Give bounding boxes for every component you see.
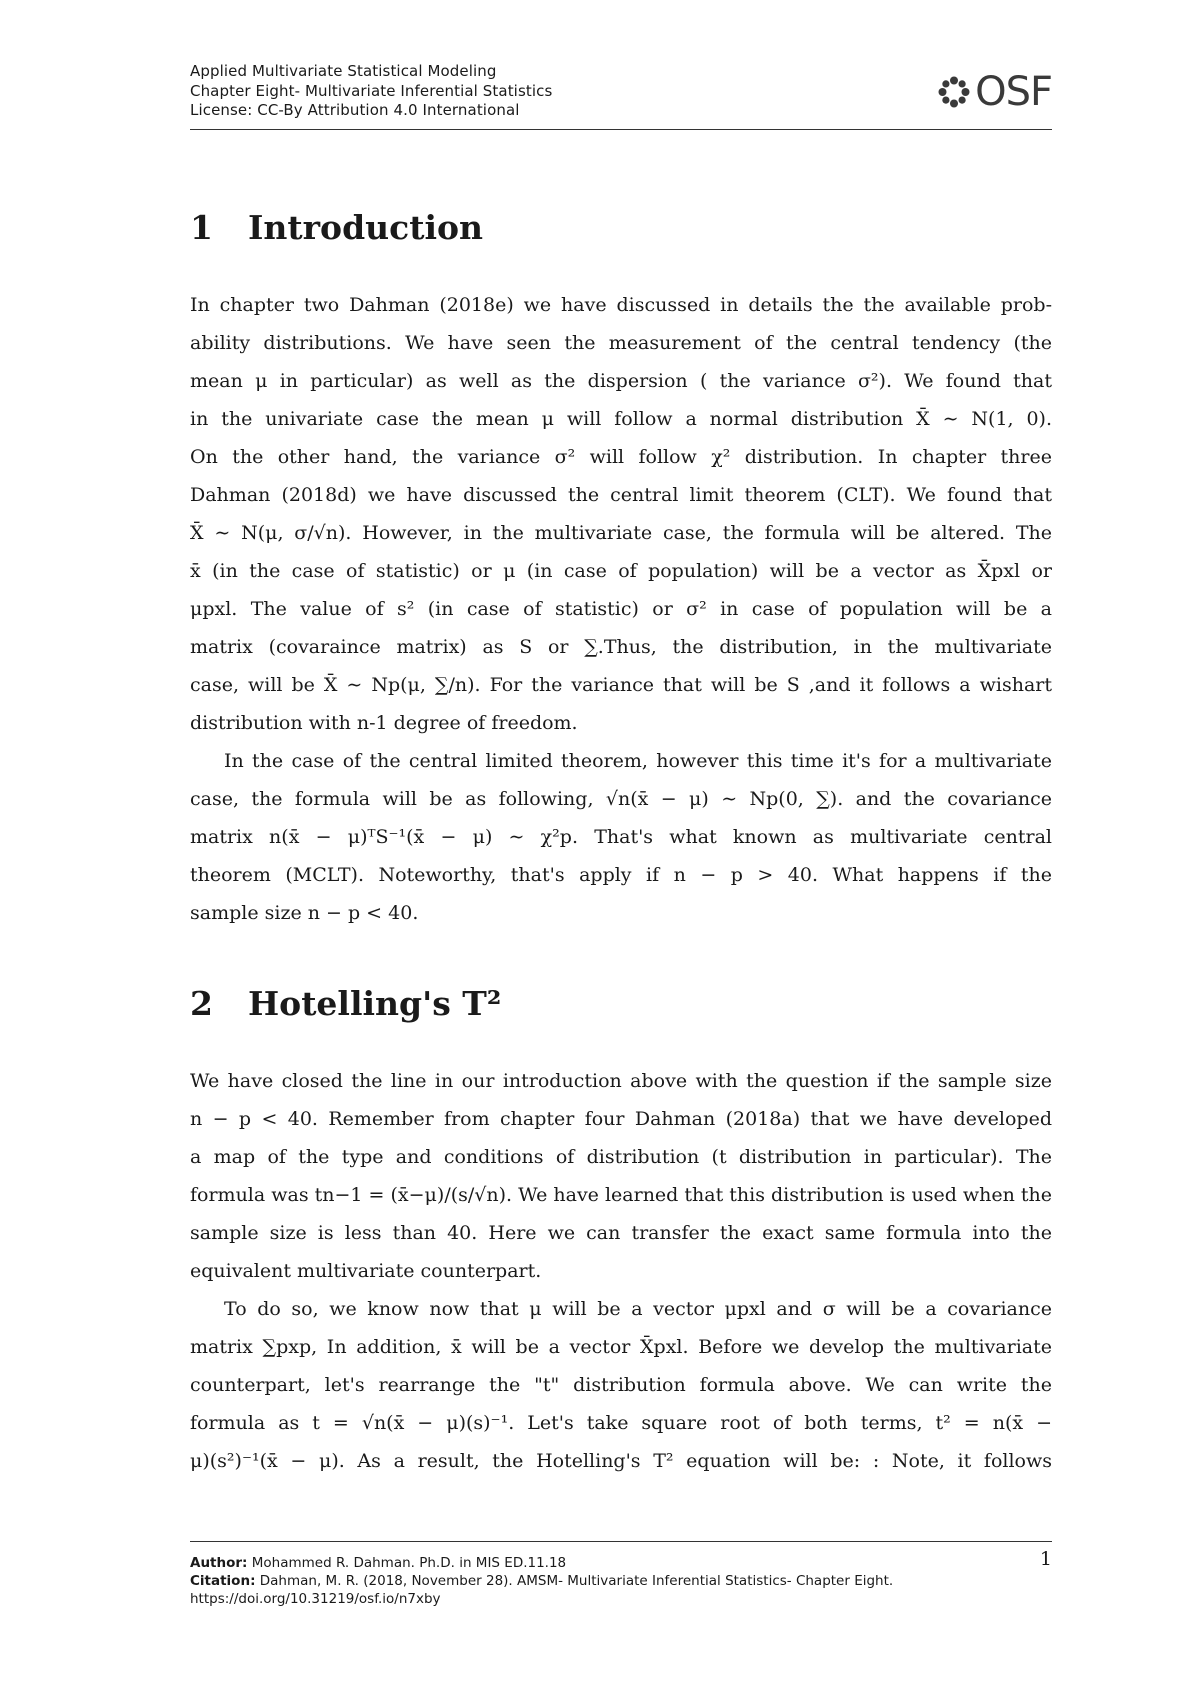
header-chapter-title: Chapter Eight- Multivariate Inferential Statistics	[190, 81, 553, 100]
page-footer	[190, 1548, 1052, 1608]
text-line: a map of the type and conditions of distribution (t distribution in particular). The	[190, 1146, 1052, 1168]
footer-author	[190, 1554, 1052, 1572]
section-heading-hotelling	[190, 972, 1052, 1036]
text-line: distribution with n-1 degree of freedom.	[190, 712, 578, 734]
text-line: X̄ ∼ N(μ, σ/√n). However, in the multivariate case, the formula will be altered. The	[190, 522, 1052, 544]
header-course-title: Applied Multivariate Statistical Modeling	[190, 62, 497, 80]
page-number: 1	[1039, 1548, 1052, 1570]
hotelling-paragraph-2	[190, 1290, 1052, 1480]
text-line: n − p < 40. Remember from chapter four Dahman (2018a) that we have developed	[190, 1108, 1052, 1130]
text-line: μ)(s²)⁻¹(x̄ − μ). As a result, the Hotelling's T² equation will be: : Note, it follows	[190, 1450, 1052, 1472]
text-line: ability distributions. We have seen the measurement of the central tendency (the	[190, 332, 1052, 354]
doi-link[interactable]: https://doi.org/10.31219/osf.io/n7xby	[190, 1591, 441, 1607]
text-line: case, will be X̄ ∼ Np(μ, ∑/n). For the variance that will be S ,and it follows a wishart	[190, 674, 1052, 696]
section-number: 1	[190, 208, 213, 247]
text-line: On the other hand, the variance σ² will follow χ² distribution. In chapter three	[190, 446, 1052, 468]
text-line: formula as t = √n(x̄ − μ)(s)⁻¹. Let's take square root of both terms, t² = n(x̄ −	[190, 1412, 1052, 1434]
osf-logo-text: OSF	[975, 69, 1052, 115]
intro-paragraph-2	[190, 742, 1052, 932]
text-line: matrix (covaraince matrix) as S or ∑.Thus, the distribution, in the multivariate	[190, 636, 1052, 658]
text-line: We have closed the line in our introduction above with the question if the sample size	[190, 1070, 1052, 1092]
page-header	[190, 62, 1052, 130]
text-line: mean μ in particular) as well as the dispersion ( the variance σ²). We found that	[190, 370, 1052, 392]
text-line: matrix n(x̄ − μ)ᵀS⁻¹(x̄ − μ) ∼ χ²p. That's what known as multivariate central	[190, 826, 1052, 848]
section-title-text: Hotelling's T²	[248, 984, 502, 1023]
text-line: To do so, we know now that μ will be a vector μpxl and σ will be a covariance	[224, 1298, 1052, 1320]
intro-paragraph-1	[190, 286, 1052, 742]
section-heading-introduction	[190, 196, 1052, 260]
section-title-text: Introduction	[248, 208, 484, 247]
text-line: matrix ∑pxp, In addition, x̄ will be a vector X̄pxl. Before we develop the multivariate	[190, 1336, 1052, 1358]
hotelling-paragraph-1	[190, 1062, 1052, 1290]
text-line: formula was tn−1 = (x̄−μ)/(s/√n). We have learned that this distribution is used when the	[190, 1184, 1053, 1206]
main-content	[190, 196, 1052, 1480]
citation-label: Citation:	[190, 1573, 256, 1589]
author-label: Author:	[190, 1555, 248, 1571]
text-line: theorem (MCLT). Noteworthy, that's apply if n − p > 40. What happens if the	[190, 864, 1052, 886]
text-line: counterpart, let's rearrange the "t" distribution formula above. We can write the	[190, 1374, 1052, 1396]
text-line: case, the formula will be as following, √n(x̄ − μ) ∼ Np(0, ∑). and the covariance	[190, 788, 1052, 810]
text-line: equivalent multivariate counterpart.	[190, 1260, 542, 1282]
text-line: Dahman (2018d) we have discussed the central limit theorem (CLT). We found that	[190, 484, 1052, 506]
header-license: License: CC-By Attribution 4.0 International	[190, 101, 520, 119]
text-line: in the univariate case the mean μ will follow a normal distribution X̄ ∼ N(1, 0).	[190, 408, 1052, 430]
header-text	[190, 62, 1052, 121]
author-text: Mohammed R. Dahman. Ph.D. in MIS ED.11.18	[247, 1555, 567, 1571]
footer-divider	[190, 1541, 1052, 1542]
citation-text: Dahman, M. R. (2018, November 28). AMSM- Multivariate Inferential Statistics- Chapter Eight.	[255, 1573, 894, 1589]
text-line: μpxl. The value of s² (in case of statistic) or σ² in case of population will be a	[190, 598, 1052, 620]
header-divider	[190, 129, 1052, 130]
text-line: sample size is less than 40. Here we can transfer the exact same formula into the	[190, 1222, 1052, 1244]
text-line: sample size n − p < 40.	[190, 902, 419, 924]
footer-citation	[190, 1572, 1052, 1590]
osf-flower-icon	[937, 75, 971, 109]
text-line: x̄ (in the case of statistic) or μ (in case of population) will be a vector as X̄pxl or	[190, 560, 1052, 582]
osf-logo	[937, 69, 1052, 115]
section-number: 2	[190, 984, 213, 1023]
text-line: In chapter two Dahman (2018e) we have discussed in details the the available prob-	[190, 294, 1052, 316]
text-line: In the case of the central limited theorem, however this time it's for a multivariate	[224, 750, 1052, 772]
